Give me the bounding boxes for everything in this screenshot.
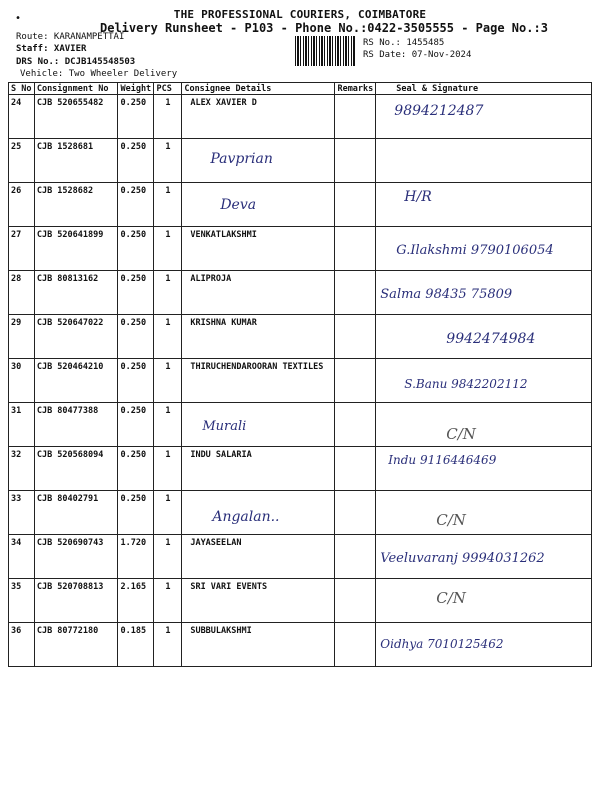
cell-sno: 34 [9,535,35,579]
cell-consignee: ALEX XAVIER D [182,95,335,139]
handwritten-consignee: Murali [202,419,247,434]
cell-remarks [335,403,376,447]
handwritten-consignee: Pavprian [210,151,273,167]
cell-sno: 24 [9,95,35,139]
cell-consignee [182,183,335,227]
cell-signature [376,535,592,579]
table-row [9,183,592,227]
cell-remarks [335,579,376,623]
drs-info: DRS No.: DCJB145548503 [16,57,136,67]
cell-remarks [335,359,376,403]
handwritten-signature: C/N [436,589,466,607]
cell-consignment: CJB 1528682 [34,183,118,227]
handwritten-signature: 9942474984 [446,331,536,347]
cell-sno: 36 [9,623,35,667]
cell-consignment: CJB 520690743 [34,535,118,579]
col-weight: Weight [118,83,154,95]
cell-weight: 1.720 [118,535,154,579]
handwritten-consignee: Deva [220,197,257,213]
col-remarks: Remarks [335,83,376,95]
cell-remarks [335,183,376,227]
cell-weight: 0.250 [118,491,154,535]
cell-signature [376,579,592,623]
cell-weight: 0.250 [118,271,154,315]
cell-pcs: 1 [154,315,182,359]
cell-weight: 2.165 [118,579,154,623]
table-row [9,403,592,447]
cell-sno: 28 [9,271,35,315]
cell-consignment: CJB 80477388 [34,403,118,447]
table-row [9,315,592,359]
cell-signature [376,227,592,271]
cell-signature [376,139,592,183]
cell-weight: 0.250 [118,95,154,139]
col-pcs: PCS [154,83,182,95]
table-row [9,535,592,579]
handwritten-consignee: Angalan.. [212,509,280,525]
company-title: THE PROFESSIONAL COURIERS, COIMBATORE [173,8,427,21]
cell-remarks [335,227,376,271]
cell-pcs: 1 [154,95,182,139]
cell-signature [376,403,592,447]
cell-consignment: CJB 80402791 [34,491,118,535]
vehicle-info: Vehicle: Two Wheeler Delivery [20,69,178,79]
cell-sno: 29 [9,315,35,359]
handwritten-signature: Veeluvaranj 9994031262 [380,551,545,566]
cell-signature [376,447,592,491]
cell-consignment: CJB 520568094 [34,447,118,491]
cell-consignee [182,139,335,183]
cell-consignment: CJB 80772180 [34,623,118,667]
cell-consignee: KRISHNA KUMAR [182,315,335,359]
table-row [9,271,592,315]
cell-weight: 0.250 [118,227,154,271]
runsheet-title: Delivery Runsheet - P103 - Phone No.:0422-3505555 - Page No.:3 [100,21,548,35]
cell-consignment: CJB 520647022 [34,315,118,359]
cell-consignee [182,491,335,535]
cell-consignment: CJB 520655482 [34,95,118,139]
cell-remarks [335,535,376,579]
cell-consignee: ALIPROJA [182,271,335,315]
cell-pcs: 1 [154,535,182,579]
cell-weight: 0.185 [118,623,154,667]
cell-consignee [182,403,335,447]
cell-consignment: CJB 520708813 [34,579,118,623]
col-consignment: Consignment No [34,83,118,95]
handwritten-signature: 9894212487 [394,103,484,119]
col-consignee: Consignee Details [182,83,335,95]
table-row [9,227,592,271]
cell-sno: 27 [9,227,35,271]
table-row [9,491,592,535]
cell-sno: 32 [9,447,35,491]
cell-signature [376,315,592,359]
cell-pcs: 1 [154,183,182,227]
cell-pcs: 1 [154,359,182,403]
cell-consignment: CJB 520464210 [34,359,118,403]
handwritten-signature: Oidhya 7010125462 [380,637,504,651]
cell-remarks [335,491,376,535]
table-row [9,95,592,139]
cell-pcs: 1 [154,579,182,623]
cell-signature [376,359,592,403]
cell-consignee: INDU SALARIA [182,447,335,491]
cell-sno: 35 [9,579,35,623]
cell-remarks [335,95,376,139]
cell-weight: 0.250 [118,183,154,227]
handwritten-signature: Salma 98435 75809 [380,287,513,302]
route-info: Route: KARANAMPETTAI [16,32,125,42]
cell-weight: 0.250 [118,139,154,183]
cell-signature [376,183,592,227]
cell-signature [376,491,592,535]
cell-remarks [335,271,376,315]
col-signature: Seal & Signature [376,83,592,95]
cell-sno: 33 [9,491,35,535]
cell-consignee: SUBBULAKSHMI [182,623,335,667]
cell-pcs: 1 [154,447,182,491]
cell-weight: 0.250 [118,315,154,359]
cell-sno: 30 [9,359,35,403]
handwritten-signature: S.Banu 9842202112 [404,377,528,391]
table-row [9,359,592,403]
table-row [9,447,592,491]
cell-consignment: CJB 80813162 [34,271,118,315]
cell-weight: 0.250 [118,359,154,403]
cell-sno: 31 [9,403,35,447]
cell-remarks [335,315,376,359]
cell-signature [376,271,592,315]
table-row [9,139,592,183]
rs-number: RS No.: 1455485 [363,38,445,48]
rs-date: RS Date: 07-Nov-2024 [363,50,472,60]
cell-consignee: THIRUCHENDAROORAN TEXTILES [182,359,335,403]
cell-consignment: CJB 1528681 [34,139,118,183]
table-row [9,623,592,667]
cell-pcs: 1 [154,623,182,667]
cell-pcs: 1 [154,271,182,315]
cell-signature [376,623,592,667]
handwritten-signature: G.Ilakshmi 9790106054 [396,243,554,258]
handwritten-signature: Indu 9116446469 [388,453,497,467]
handwritten-signature: H/R [404,189,432,205]
cell-consignee: JAYASEELAN [182,535,335,579]
cell-remarks [335,447,376,491]
cell-sno: 26 [9,183,35,227]
runsheet-table [8,82,592,667]
table-row [9,579,592,623]
table-header-row [9,83,592,95]
cell-remarks [335,139,376,183]
cell-consignee: VENKATLAKSHMI [182,227,335,271]
cell-remarks [335,623,376,667]
cell-consignment: CJB 520641899 [34,227,118,271]
cell-pcs: 1 [154,139,182,183]
cell-pcs: 1 [154,227,182,271]
cell-consignee: SRI VARI EVENTS [182,579,335,623]
cell-weight: 0.250 [118,403,154,447]
handwritten-signature: C/N [436,511,466,529]
col-sno: S No [9,83,35,95]
cell-weight: 0.250 [118,447,154,491]
staff-info: Staff: XAVIER [16,44,87,54]
cell-pcs: 1 [154,491,182,535]
cell-pcs: 1 [154,403,182,447]
cell-sno: 25 [9,139,35,183]
barcode-image [295,36,355,66]
cell-signature [376,95,592,139]
stray-dot: • [15,13,22,24]
handwritten-signature: C/N [446,425,476,443]
